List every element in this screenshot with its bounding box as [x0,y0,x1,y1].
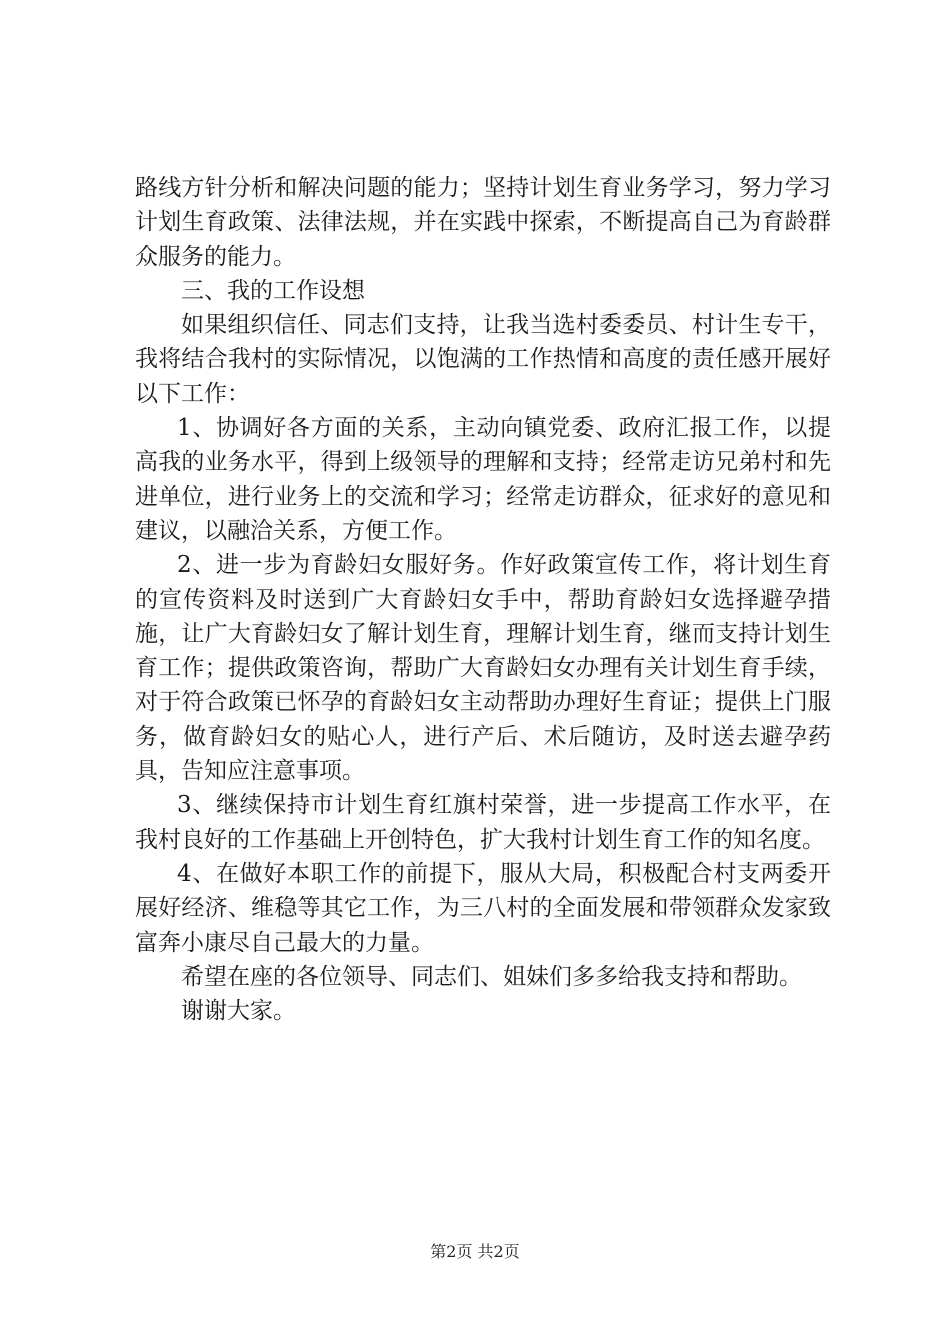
page-number-footer: 第2页 共2页 [430,1242,520,1261]
paragraph-item-4: 4、在做好本职工作的前提下，服从大局，积极配合村支两委开展好经济、维稳等其它工作，为三八村的全面发展和带领群众发家致富奔小康尽自己最大的力量。 [135,860,831,956]
paragraph-closing-request: 希望在座的各位领导、同志们、姐妹们多多给我支持和帮助。 [181,963,802,990]
paragraph-item-2: 2、进一步为育龄妇女服好务。作好政策宣传工作，将计划生育的宣传资料及时送到广大育龄妇女手中，帮助育龄妇女选择避孕措施，让广大育龄妇女了解计划生育，理解计划生育，继而支持计划生育工作；提供政策咨询，帮助广大育龄妇女办理有关计划生育手续，对于符合政策已怀孕的育龄妇女主动帮助办理好生育证；提供上门服务，做育龄妇女的贴心人，进行产后、术后随访，及时送去避孕药具，告知应注意事项。 [135,552,831,785]
paragraph-thanks: 谢谢大家。 [181,998,296,1025]
paragraph-item-1: 1、协调好各方面的关系，主动向镇党委、政府汇报工作，以提高我的业务水平，得到上级领导的理解和支持；经常走访兄弟村和先进单位，进行业务上的交流和学习；经常走访群众，征求好的意见和建议，以融洽关系，方便工作。 [135,415,831,544]
document-body [135,171,831,1028]
section-heading: 三、我的工作设想 [181,277,365,304]
paragraph-intro: 如果组织信任、同志们支持，让我当选村委委员、村计生专干，我将结合我村的实际情况，以饱满的工作热情和高度的责任感开展好以下工作： [135,312,831,407]
paragraph-item-3: 3、继续保持市计划生育红旗村荣誉，进一步提高工作水平，在我村良好的工作基础上开创特色，扩大我村计划生育工作的知名度。 [135,792,831,853]
paragraph-continuation: 路线方针分析和解决问题的能力；坚持计划生育业务学习，努力学习计划生育政策、法律法规，并在实践中探索，不断提高自己为育龄群众服务的能力。 [135,175,831,270]
